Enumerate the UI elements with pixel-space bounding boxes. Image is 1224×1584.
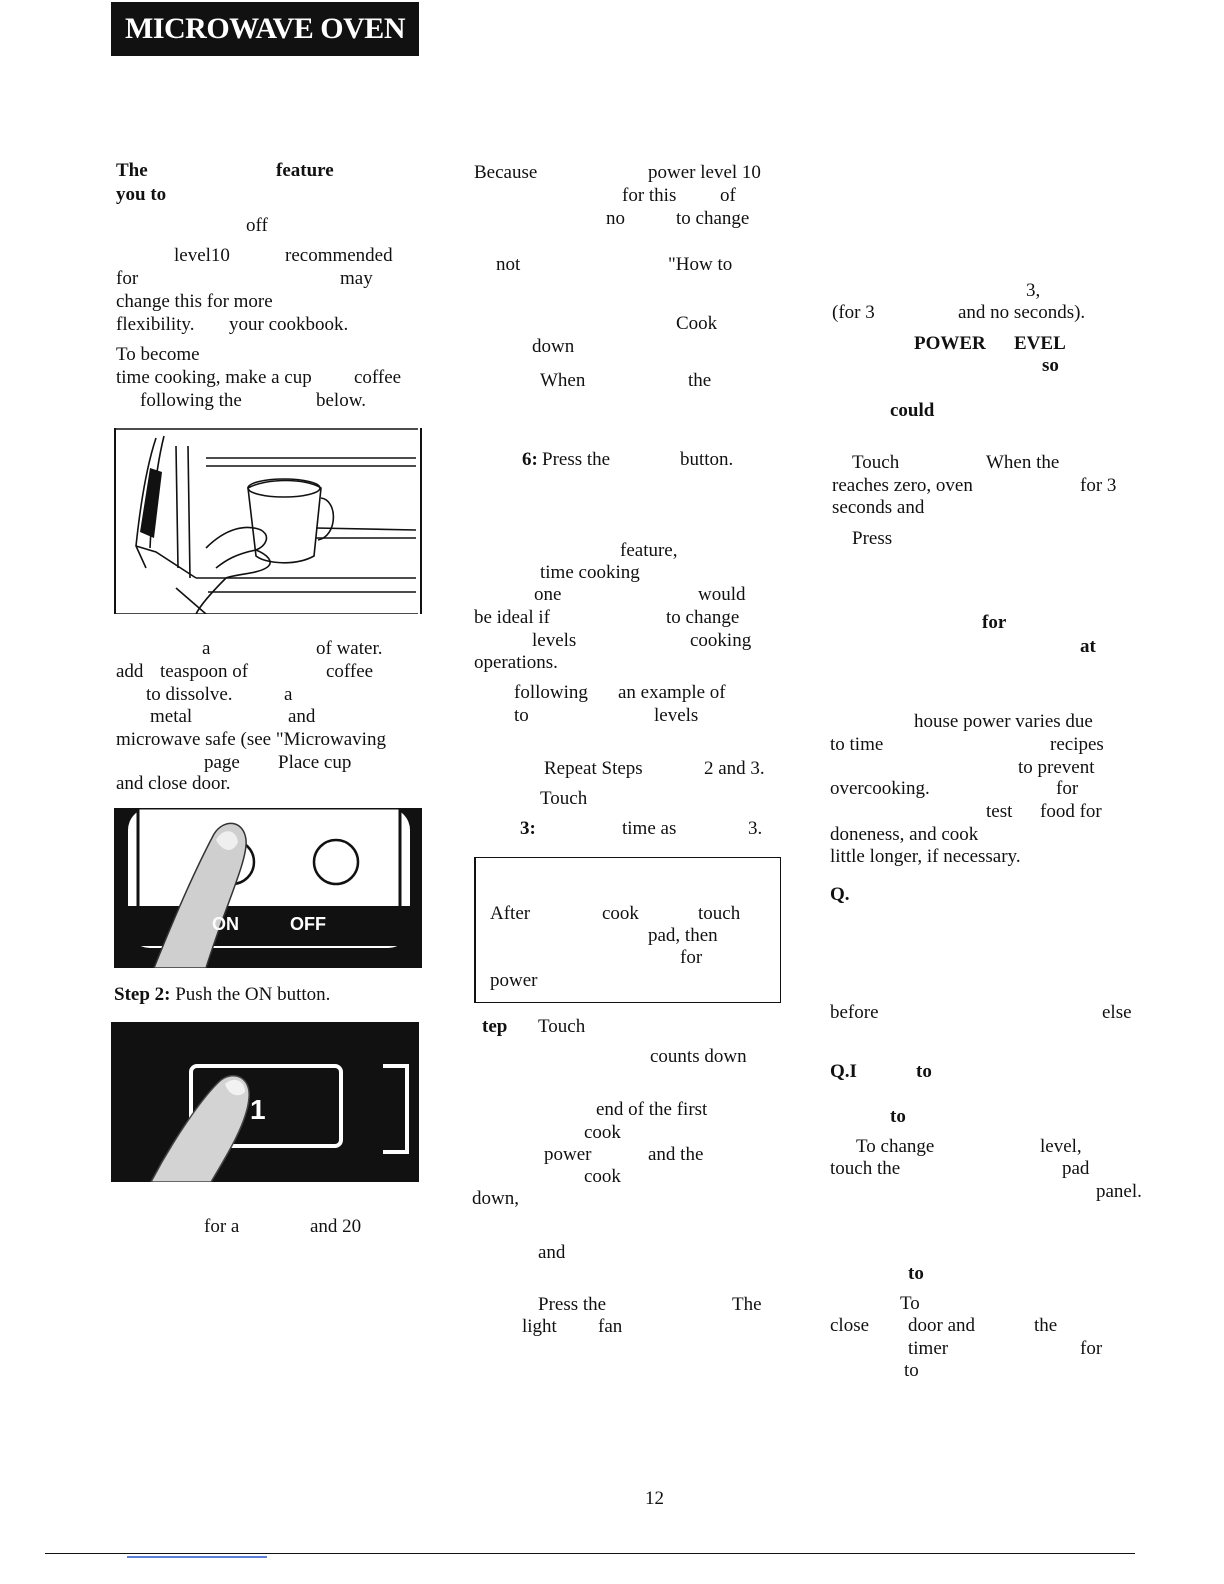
text-fragment: POWER [914,333,986,354]
text-fragment: reaches zero, oven [832,475,973,496]
text-fragment: operations. [474,652,558,673]
text-fragment: of [720,185,736,206]
text-fragment: light [522,1316,557,1337]
text-fragment: close [830,1315,870,1336]
text-fragment: teaspoon of [160,661,249,682]
note-box-text: power [490,970,538,991]
text-fragment: Press the [542,449,611,470]
text-fragment: to [890,1106,906,1127]
text-fragment: 6: [522,449,538,470]
text-fragment: coffee [354,367,402,388]
text-fragment: for this [622,185,677,206]
text-fragment: microwave safe (see "Microwaving [116,729,386,750]
text-fragment: to [904,1360,919,1381]
text-fragment: Q.I [830,1061,857,1082]
text-fragment: add [116,661,144,682]
text-fragment: your cookbook. [229,314,349,335]
text-fragment: To change [856,1136,935,1157]
text-fragment: power level 10 [648,162,761,183]
text-fragment: no [606,208,625,229]
text-fragment: doneness, and cook [830,824,979,845]
text-fragment: and no seconds). [958,302,1086,323]
step2-caption [114,984,330,1006]
text-fragment: The [116,160,148,181]
text-fragment: off [246,215,268,236]
step2-label: Step 2: [114,984,171,1005]
text-fragment: for [1080,1338,1103,1359]
text-fragment: time cooking [540,562,640,583]
text-fragment: and the [648,1144,704,1165]
text-fragment: so [1042,355,1059,376]
text-fragment: levels [654,705,699,726]
text-fragment: level, [1040,1136,1082,1157]
text-fragment: feature, [620,540,678,561]
note-box-text: pad, then [648,925,718,946]
text-fragment: and close door. [116,773,231,794]
bottom-link-bar [127,1556,267,1558]
text-fragment: coffee [326,661,374,682]
text-fragment: food for [1040,801,1102,822]
note-box-text: touch [698,903,741,924]
text-fragment: be ideal if [474,607,550,628]
text-fragment: tep [482,1016,508,1037]
text-fragment: (for 3 [832,302,875,323]
text-fragment: to time [830,734,884,755]
text-fragment: Place cup [278,752,352,773]
text-fragment: timer [908,1338,949,1359]
text-fragment: power [544,1144,592,1165]
text-fragment: little longer, if necessary. [830,846,1021,867]
text-fragment: recipes [1050,734,1104,755]
text-fragment: touch the [830,1158,901,1179]
page-number: 12 [645,1488,664,1509]
text-fragment: page [204,752,240,773]
text-fragment: Press the [538,1294,607,1315]
text-fragment: counts down [650,1046,747,1067]
text-fragment: 3, [1026,280,1041,301]
on-button-label: ON [212,914,239,934]
text-fragment: The [732,1294,762,1315]
text-fragment: at [1080,636,1096,657]
text-fragment: for [116,268,139,289]
text-fragment: metal [150,706,193,727]
text-fragment: pad [1062,1158,1090,1179]
text-fragment: test [986,801,1013,822]
text-fragment: Touch [538,1016,586,1037]
step2-text: Push the ON button. [175,984,331,1005]
text-fragment: for [982,612,1007,633]
text-fragment: else [1102,1002,1132,1023]
text-fragment: following the [140,390,242,411]
text-fragment: time as [622,818,677,839]
text-fragment: to change [666,607,740,628]
text-fragment: to [908,1263,924,1284]
text-fragment: Press [852,528,893,549]
note-box-text: for [680,947,703,968]
text-fragment: "How to [668,254,733,275]
text-fragment: a [202,638,211,659]
text-fragment: To [900,1293,920,1314]
text-fragment: When [540,370,586,391]
text-fragment: feature [276,160,334,181]
text-fragment: following [514,682,588,703]
text-fragment: Q. [830,884,850,905]
off-button-label: OFF [290,914,326,934]
text-fragment: To become [116,344,200,365]
note-box-text: After [490,903,531,924]
text-fragment: could [890,400,935,421]
cup-in-oven-illustration [116,428,418,614]
text-fragment: to prevent [1018,757,1095,778]
text-fragment: for 3 [1080,475,1117,496]
text-fragment: 3: [520,818,536,839]
text-fragment: down, [472,1188,519,1209]
text-fragment: 3. [748,818,763,839]
text-fragment: level10 [174,245,230,266]
text-fragment: Repeat Steps [544,758,643,779]
text-fragment: fan [598,1316,623,1337]
text-fragment: seconds and [832,497,925,518]
text-fragment: door and [908,1315,976,1336]
text-fragment: one [534,584,562,605]
text-fragment: flexibility. [116,314,195,335]
text-fragment: to change [676,208,750,229]
text-fragment: Because [474,162,538,183]
text-fragment: may [340,268,373,289]
text-fragment: cook [584,1122,621,1143]
text-fragment: cook [584,1166,621,1187]
text-fragment: would [698,584,746,605]
text-fragment: panel. [1096,1181,1142,1202]
text-fragment: and [538,1242,566,1263]
text-fragment: below. [316,390,366,411]
text-fragment: levels [532,630,577,651]
keypad-number-label: 1 [250,1094,266,1125]
text-fragment: cooking [690,630,752,651]
text-fragment: EVEL [1014,333,1066,354]
text-fragment: and [288,706,316,727]
text-fragment: recommended [285,245,393,266]
page-title-banner: MICROWAVE OVEN [111,2,419,56]
text-fragment: down [532,336,575,357]
text-fragment: time cooking, make a cup [116,367,312,388]
text-fragment: overcooking. [830,778,930,799]
text-fragment: an example of [618,682,726,703]
text-fragment: When the [986,452,1060,473]
text-fragment: for [1056,778,1079,799]
text-fragment: 2 and 3. [704,758,765,779]
text-fragment: change this for more [116,291,273,312]
text-fragment: before [830,1002,879,1023]
note-box-text: cook [602,903,639,924]
text-fragment: to [916,1061,932,1082]
text-fragment: the [688,370,712,391]
text-fragment: Touch [852,452,900,473]
text-fragment: to dissolve. [146,684,233,705]
text-fragment: the [1034,1315,1058,1336]
text-fragment: house power varies due [914,711,1093,732]
bottom-rule [45,1553,1135,1554]
text-fragment: to [514,705,529,726]
text-fragment: Touch [540,788,588,809]
text-fragment: Cook [676,313,718,334]
text-fragment: end of the first [596,1099,708,1120]
text-fragment: you to [116,184,167,205]
text-fragment: of water. [316,638,383,659]
text-fragment: and 20 [310,1216,362,1237]
text-fragment: button. [680,449,734,470]
on-off-panel-illustration [114,808,422,968]
text-fragment: for a [204,1216,240,1237]
text-fragment: not [496,254,521,275]
text-fragment: a [284,684,293,705]
